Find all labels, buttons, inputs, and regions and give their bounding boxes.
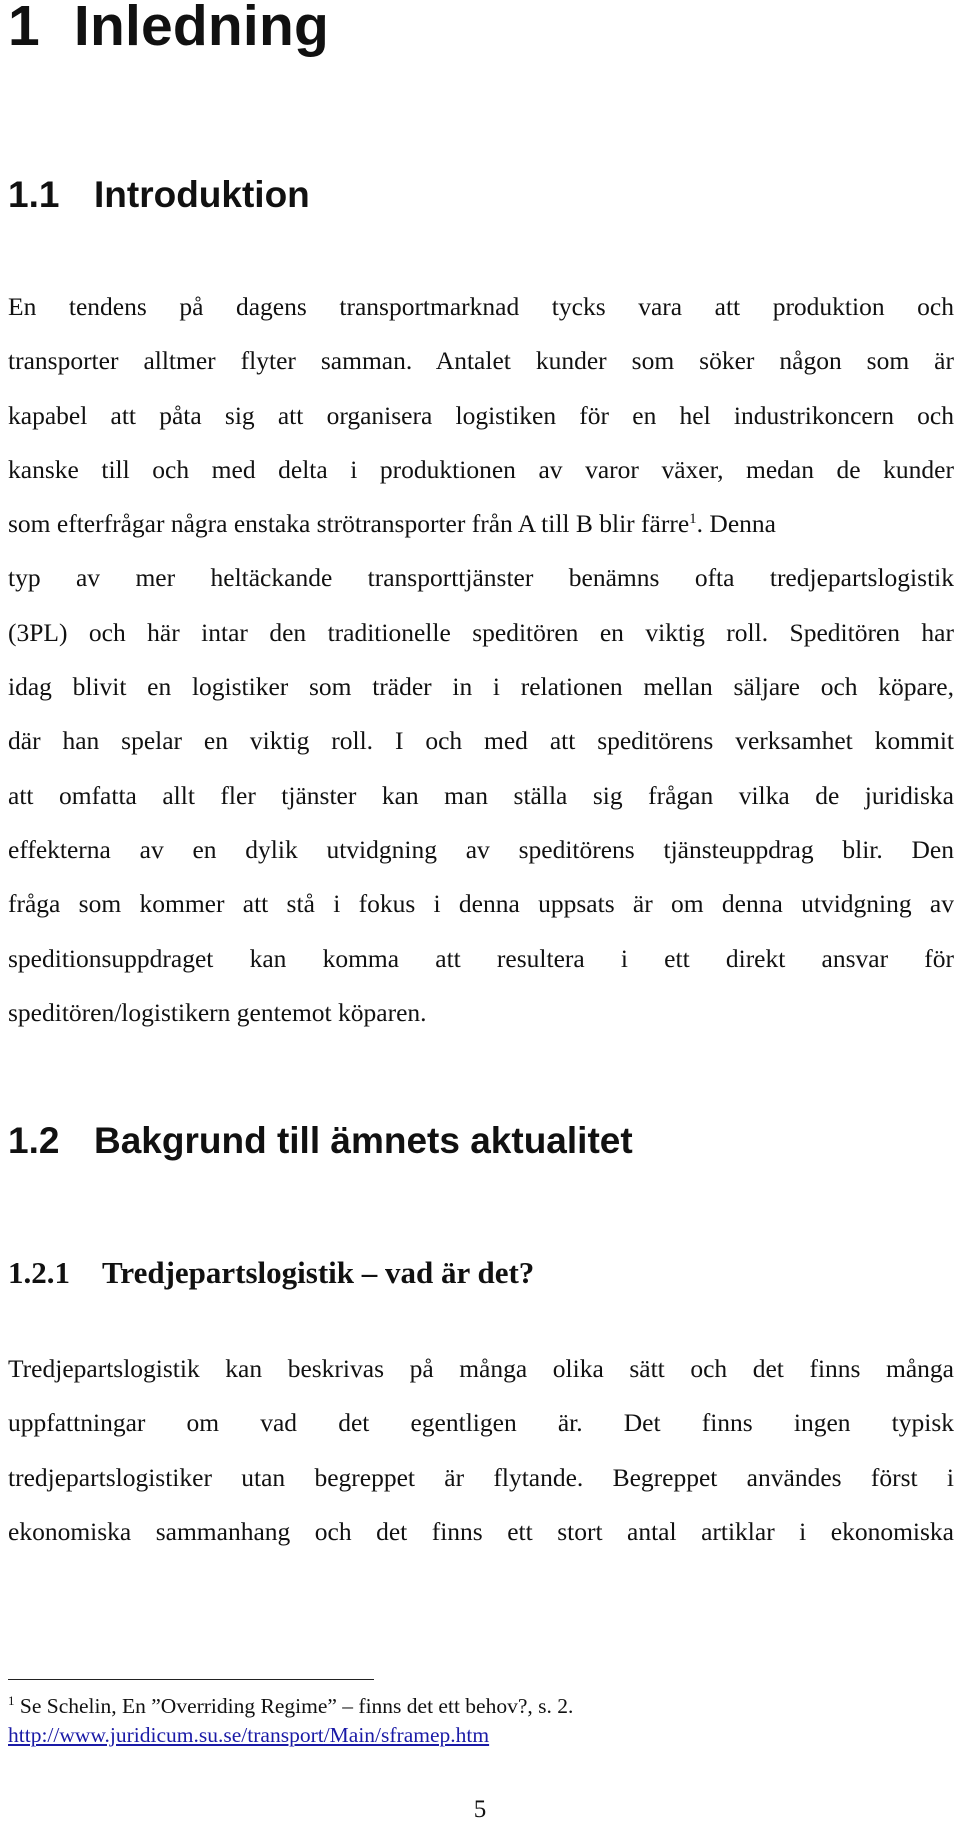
- footnote-marker: 1: [8, 1693, 15, 1708]
- text-line: speditionsuppdraget kan komma att resultera i ett direkt ansvar för: [8, 943, 954, 973]
- subsection-number: 1.2.1: [8, 1255, 70, 1290]
- text-line: idag blivit en logistiker som träder in i relationen mellan säljare och köpare,: [8, 672, 954, 702]
- chapter-title: Inledning: [73, 0, 330, 58]
- third-party-logistics-paragraph: [8, 1342, 954, 1559]
- subsection-heading-1-2-1: [8, 1253, 534, 1293]
- page-number: 5: [473, 1796, 487, 1823]
- text-line: effekterna av en dylik utvidgning av speditörens tjänsteuppdrag blir. Den: [8, 834, 954, 864]
- text-line: ekonomiska sammanhang och det finns ett stort antal artiklar i ekonomiska: [8, 1516, 954, 1546]
- footnote-text: Se Schelin, En ”Overriding Regime” – finns det ett behov?, s. 2.: [19, 1694, 574, 1718]
- text-line: typ av mer heltäckande transporttjänster benämns ofta tredjepartslogistik: [8, 563, 954, 593]
- section-heading-1-1: [8, 172, 310, 218]
- footnote-line: [8, 1692, 908, 1721]
- footnote-reference[interactable]: 1: [689, 511, 697, 528]
- footnote-separator: [8, 1679, 374, 1680]
- subsection-title: Tredjepartslogistik – vad är det?: [102, 1255, 535, 1290]
- text-line: uppfattningar om vad det egentligen är. Det finns ingen typisk: [8, 1408, 954, 1438]
- section-title: Bakgrund till ämnets aktualitet: [94, 1120, 633, 1161]
- footnote: [8, 1692, 908, 1750]
- section-heading-1-2: [8, 1118, 633, 1164]
- text-line: fråga som kommer att stå i fokus i denna uppsats är om denna utvidgning av: [8, 889, 954, 919]
- chapter-number: 1: [8, 0, 40, 58]
- text-line: En tendens på dagens transportmarknad tycks vara att produktion och: [8, 292, 954, 321]
- text-line: Tredjepartslogistik kan beskrivas på många olika sätt och det finns många: [8, 1354, 954, 1383]
- text-line: kapabel att påta sig att organisera logistiken för en hel industrikoncern och: [8, 400, 954, 430]
- text-segment: . Denna: [696, 509, 776, 539]
- section-number: 1.2: [8, 1120, 60, 1161]
- text-line: kanske till och med delta i produktionen av varor växer, medan de kunder: [8, 454, 954, 484]
- text-line: att omfatta allt fler tjänster kan man ställa sig frågan vilka de juridiska: [8, 780, 954, 810]
- introduction-paragraph: [8, 280, 954, 1040]
- text-line: där han spelar en viktig roll. I och med att speditörens verksamhet kommit: [8, 726, 954, 756]
- chapter-heading: [8, 0, 329, 64]
- footnote-link[interactable]: http://www.juridicum.su.se/transport/Main/sframep.htm: [8, 1723, 490, 1747]
- text-line: [8, 497, 954, 551]
- text-segment: som efterfrågar några enstaka strötransporter från A till B blir färre: [8, 509, 690, 539]
- section-title: Introduktion: [94, 174, 310, 215]
- footnote-line: [8, 1721, 908, 1750]
- text-line: (3PL) och här intar den traditionelle speditören en viktig roll. Speditören har: [8, 617, 954, 647]
- text-line: transporter alltmer flyter samman. Antalet kunder som söker någon som är: [8, 346, 954, 376]
- section-number: 1.1: [8, 174, 60, 215]
- text-line: tredjepartslogistiker utan begreppet är flytande. Begreppet användes först i: [8, 1462, 954, 1492]
- text-line: speditören/logistikern gentemot köparen.: [8, 997, 427, 1027]
